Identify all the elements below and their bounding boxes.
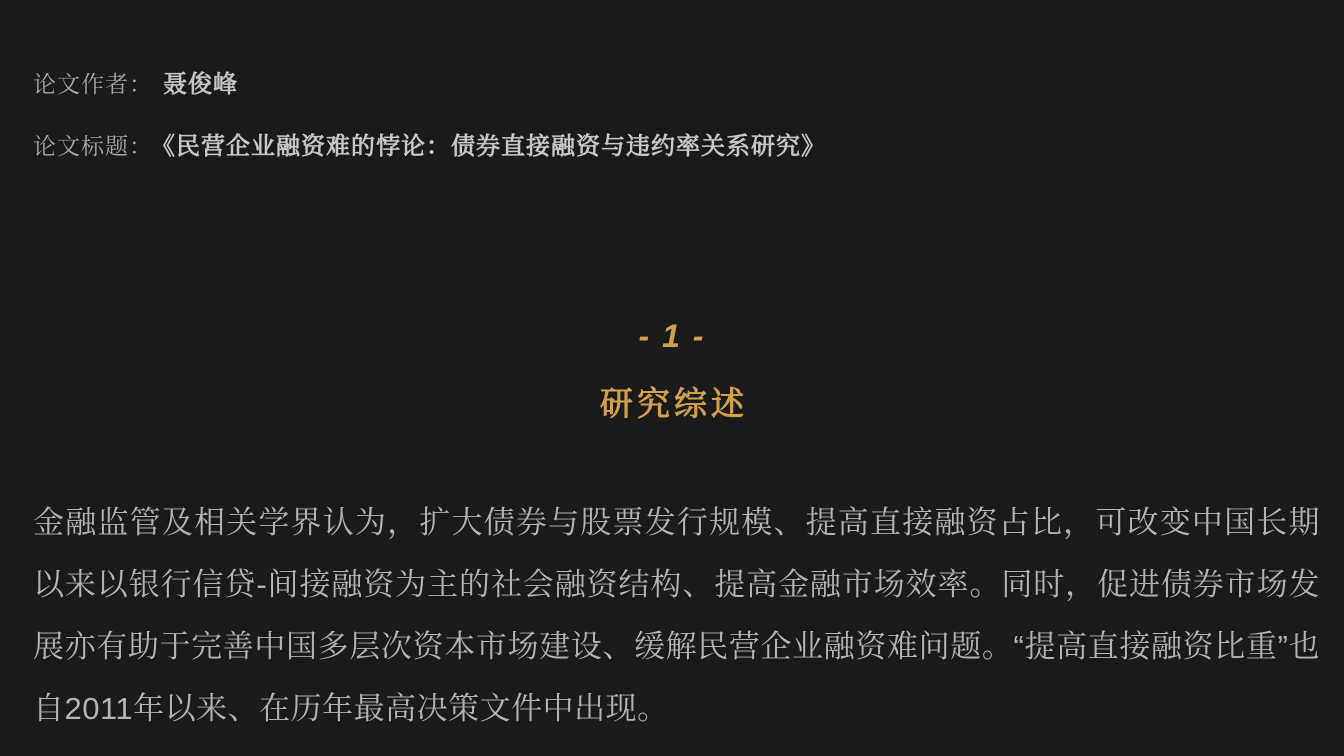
section-number: - 1 - xyxy=(638,318,706,354)
title-label: 论文标题： xyxy=(33,133,153,159)
title-line xyxy=(33,130,1314,166)
section-heading xyxy=(0,316,1344,424)
body-paragraph: 金融监管及相关学界认为，扩大债券与股票发行规模、提高直接融资占比，可改变中国长期以来以银行信贷-间接融资为主的社会融资结构、提高金融市场效率。同时，促进债券市场发展亦有助于完善中国多层次资本市场建设、缓解民营企业融资难问题。“提高直接融资比重”也自2011年以来、在历年最高决策文件中出现。 xyxy=(33,505,1320,726)
section-title: 研究综述 xyxy=(600,385,748,422)
author-line xyxy=(33,68,1314,104)
author-label: 论文作者： xyxy=(33,71,153,97)
author-name: 聂俊峰 xyxy=(163,71,238,98)
body-copy xyxy=(33,492,1320,740)
paper-meta xyxy=(33,68,1314,166)
paper-title: 《民营企业融资难的悖论：债券直接融资与违约率关系研究》 xyxy=(163,133,826,160)
